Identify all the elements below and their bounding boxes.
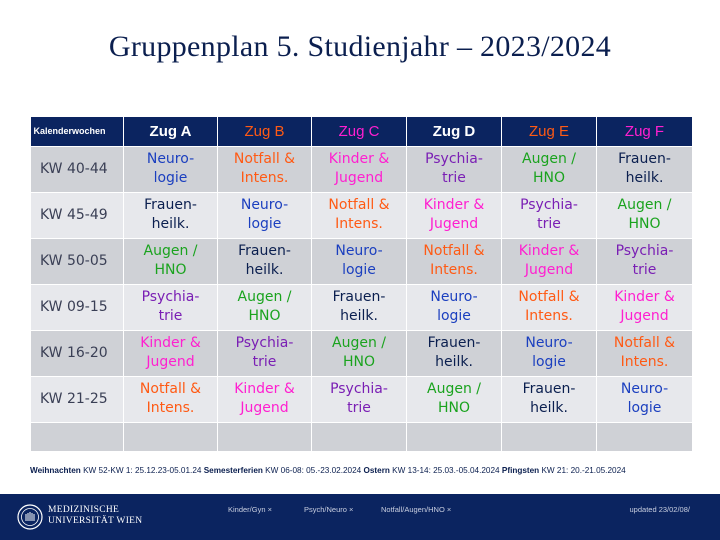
table-row <box>31 284 693 330</box>
subject-cell: Kinder & Jugend <box>407 192 502 238</box>
subject-cell: Psychia- trie <box>312 376 407 422</box>
holiday-label: Weihnachten <box>30 466 81 475</box>
subject-cell: Kinder & Jugend <box>312 146 407 192</box>
subject-cell: Frauen- heilk. <box>407 330 502 376</box>
subject-cell: Augen / HNO <box>312 330 407 376</box>
subject-cell: Frauen- heilk. <box>124 192 218 238</box>
kw-cell: KW 16-20 <box>31 330 124 376</box>
holiday-footnote <box>30 466 695 475</box>
subject-cell: Neuro- logie <box>597 376 693 422</box>
table-row <box>31 238 693 284</box>
subject-cell: Notfall & Intens. <box>312 192 407 238</box>
table-row <box>31 330 693 376</box>
table-row <box>31 192 693 238</box>
kw-cell: KW 21-25 <box>31 376 124 422</box>
subject-cell: Frauen- heilk. <box>502 376 597 422</box>
column-header-zug-f: Zug F <box>597 117 693 146</box>
subject-cell: Psychia- trie <box>407 146 502 192</box>
table-row <box>31 376 693 422</box>
subject-cell: Kinder & Jugend <box>597 284 693 330</box>
subject-cell: Notfall & Intens. <box>218 146 312 192</box>
subject-cell: Frauen- heilk. <box>597 146 693 192</box>
kw-cell: KW 50-05 <box>31 238 124 284</box>
footer-bar <box>0 494 720 540</box>
subject-cell: Augen / HNO <box>502 146 597 192</box>
column-header-zug-a: Zug A <box>124 117 218 146</box>
updated-date: updated 23/02/08/ <box>629 505 690 514</box>
header-row <box>31 117 693 146</box>
holiday-dates: KW 06-08: 05.-23.02.2024 <box>265 466 362 475</box>
subject-cell: Kinder & Jugend <box>124 330 218 376</box>
subject-cell: Psychia- trie <box>124 284 218 330</box>
column-header-zug-e: Zug E <box>502 117 597 146</box>
subject-cell: Psychia- trie <box>218 330 312 376</box>
subject-cell: Augen / HNO <box>124 238 218 284</box>
table-row <box>31 146 693 192</box>
holiday-label: Ostern <box>363 466 390 475</box>
university-logo-text <box>48 505 142 527</box>
holiday-dates: KW 13-14: 25.03.-05.04.2024 <box>392 466 500 475</box>
kw-column-header: Kalenderwochen <box>31 117 124 146</box>
footer-tag-kinder-gyn: Kinder/Gyn × <box>228 505 272 514</box>
subject-cell: Psychia- trie <box>502 192 597 238</box>
subject-cell: Notfall & Intens. <box>597 330 693 376</box>
empty-cell <box>502 422 597 451</box>
subject-cell: Kinder & Jugend <box>218 376 312 422</box>
subject-cell: Frauen- heilk. <box>312 284 407 330</box>
subject-cell: Neuro- logie <box>218 192 312 238</box>
subject-cell: Neuro- logie <box>502 330 597 376</box>
empty-cell <box>31 422 124 451</box>
column-header-zug-d: Zug D <box>407 117 502 146</box>
footer-tag-psych-neuro: Psych/Neuro × <box>304 505 354 514</box>
kw-cell: KW 45-49 <box>31 192 124 238</box>
empty-cell <box>124 422 218 451</box>
page-title: Gruppenplan 5. Studienjahr – 2023/2024 <box>108 30 612 63</box>
holiday-label: Pfingsten <box>501 466 540 475</box>
group-schedule-table <box>30 117 693 452</box>
subject-cell: Frauen- heilk. <box>218 238 312 284</box>
subject-cell: Psychia- trie <box>597 238 693 284</box>
logo-line-1: MEDIZINISCHE <box>48 505 120 515</box>
subject-cell: Neuro- logie <box>407 284 502 330</box>
logo-line-2: UNIVERSITÄT WIEN <box>48 516 143 526</box>
column-header-zug-c: Zug C <box>312 117 407 146</box>
subject-cell: Augen / HNO <box>218 284 312 330</box>
footer-tag-notfall-augen-hno: Notfall/Augen/HNO × <box>381 505 452 514</box>
subject-cell: Notfall & Intens. <box>124 376 218 422</box>
kw-cell: KW 40-44 <box>31 146 124 192</box>
subject-cell: Augen / HNO <box>407 376 502 422</box>
holiday-label: Semesterferien <box>203 466 263 475</box>
holiday-dates: KW 52-KW 1: 25.12.23-05.01.24 <box>83 466 202 475</box>
empty-cell <box>218 422 312 451</box>
empty-cell <box>312 422 407 451</box>
empty-cell <box>407 422 502 451</box>
column-header-zug-b: Zug B <box>218 117 312 146</box>
subject-cell: Neuro- logie <box>312 238 407 284</box>
empty-cell <box>597 422 693 451</box>
subject-cell: Augen / HNO <box>597 192 693 238</box>
subject-cell: Notfall & Intens. <box>502 284 597 330</box>
empty-row <box>31 422 693 451</box>
subject-cell: Neuro- logie <box>124 146 218 192</box>
subject-cell: Notfall & Intens. <box>407 238 502 284</box>
subject-cell: Kinder & Jugend <box>502 238 597 284</box>
holiday-dates: KW 21: 20.-21.05.2024 <box>541 466 626 475</box>
university-seal-icon <box>17 504 43 530</box>
kw-cell: KW 09-15 <box>31 284 124 330</box>
